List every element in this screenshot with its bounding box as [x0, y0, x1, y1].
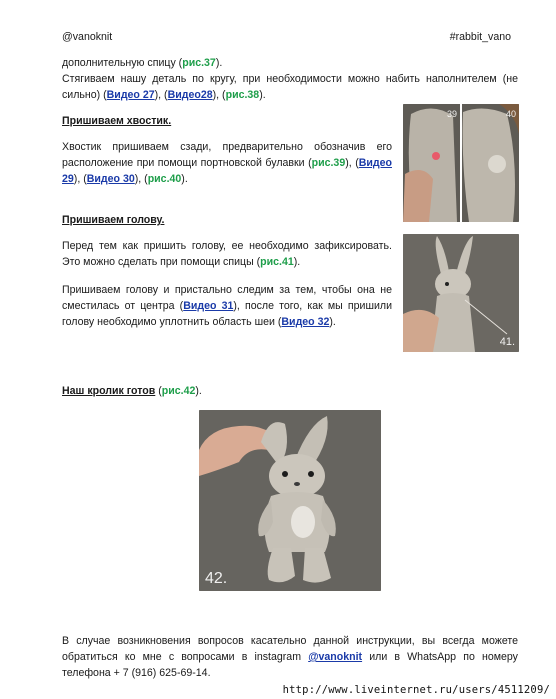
tail-paragraph: Хвостик пришиваем сзади, предварительно обозначив его расположение при помощи портновской булавки (рис.39), (Видео 29), (Видео 30), (рис.40).: [62, 141, 392, 185]
intro-line-1: дополнительную спицу (рис.37).: [62, 57, 223, 69]
photo-label-39: 39: [446, 109, 457, 119]
head-heading: Пришиваем голову.: [62, 214, 165, 226]
ready-heading: Наш кролик готов: [62, 385, 156, 397]
figure-ref-42: рис.42: [161, 385, 196, 397]
figure-ref-41: рис.41: [260, 256, 294, 268]
video-27-link[interactable]: Видео 27: [106, 89, 155, 101]
photo-fig-41: [403, 234, 519, 352]
photo-label-42: 42.: [205, 570, 228, 587]
instagram-link[interactable]: @vanoknit: [308, 651, 363, 663]
video-29-link[interactable]: Видео 29: [62, 157, 392, 185]
photo-fig-39-40: [403, 104, 519, 222]
figure-ref-39: рис.39: [311, 157, 346, 169]
video-30-link[interactable]: Видео 30: [86, 173, 135, 185]
head-paragraph-2: Пришиваем голову и пристально следим за тем, чтобы она не сместилась от центра (Видео 31), после того, как мы пришили голову необходимо уплотнить область шеи (Видео 32).: [62, 284, 392, 328]
ready-line: Наш кролик готов (рис.42).: [62, 385, 202, 397]
photo-finished-rabbit: [199, 410, 381, 591]
video-28-link[interactable]: Видео28: [167, 89, 213, 101]
photo-fig-42: [199, 410, 381, 591]
watermark-url[interactable]: http://www.liveinternet.ru/users/4511209/: [282, 684, 550, 696]
video-32-link[interactable]: Видео 32: [281, 316, 330, 328]
photo-label-41: 41.: [499, 336, 515, 348]
photo-tail-sewing: [403, 104, 519, 222]
header-hashtag: #rabbit_vano: [449, 31, 511, 43]
figure-ref-40: рис.40: [147, 173, 182, 185]
figure-ref-38: рис.38: [225, 89, 260, 101]
intro-paragraph: Стягиваем нашу деталь по кругу, при необходимости можно набить наполнителем (не сильно) (Видео 27), (Видео28), (рис.38).: [62, 73, 518, 101]
footer-paragraph: В случае возникновения вопросов касательно данной инструкции, вы всегда можете обратиться ко мне с вопросами в instagram @vanoknit или в WhatsApp по номеру телефона + 7 (916) 625-69-14.: [62, 635, 518, 679]
figure-ref-37: рис.37: [182, 57, 216, 69]
photo-label-40: 40: [505, 109, 516, 119]
video-31-link[interactable]: Видео 31: [183, 300, 234, 312]
header-handle: @vanoknit: [62, 31, 113, 43]
tail-heading: Пришиваем хвостик.: [62, 115, 172, 127]
head-paragraph-1: Перед тем как пришить голову, ее необходимо зафиксировать. Это можно сделать при помощи спицы (рис.41).: [62, 240, 392, 268]
